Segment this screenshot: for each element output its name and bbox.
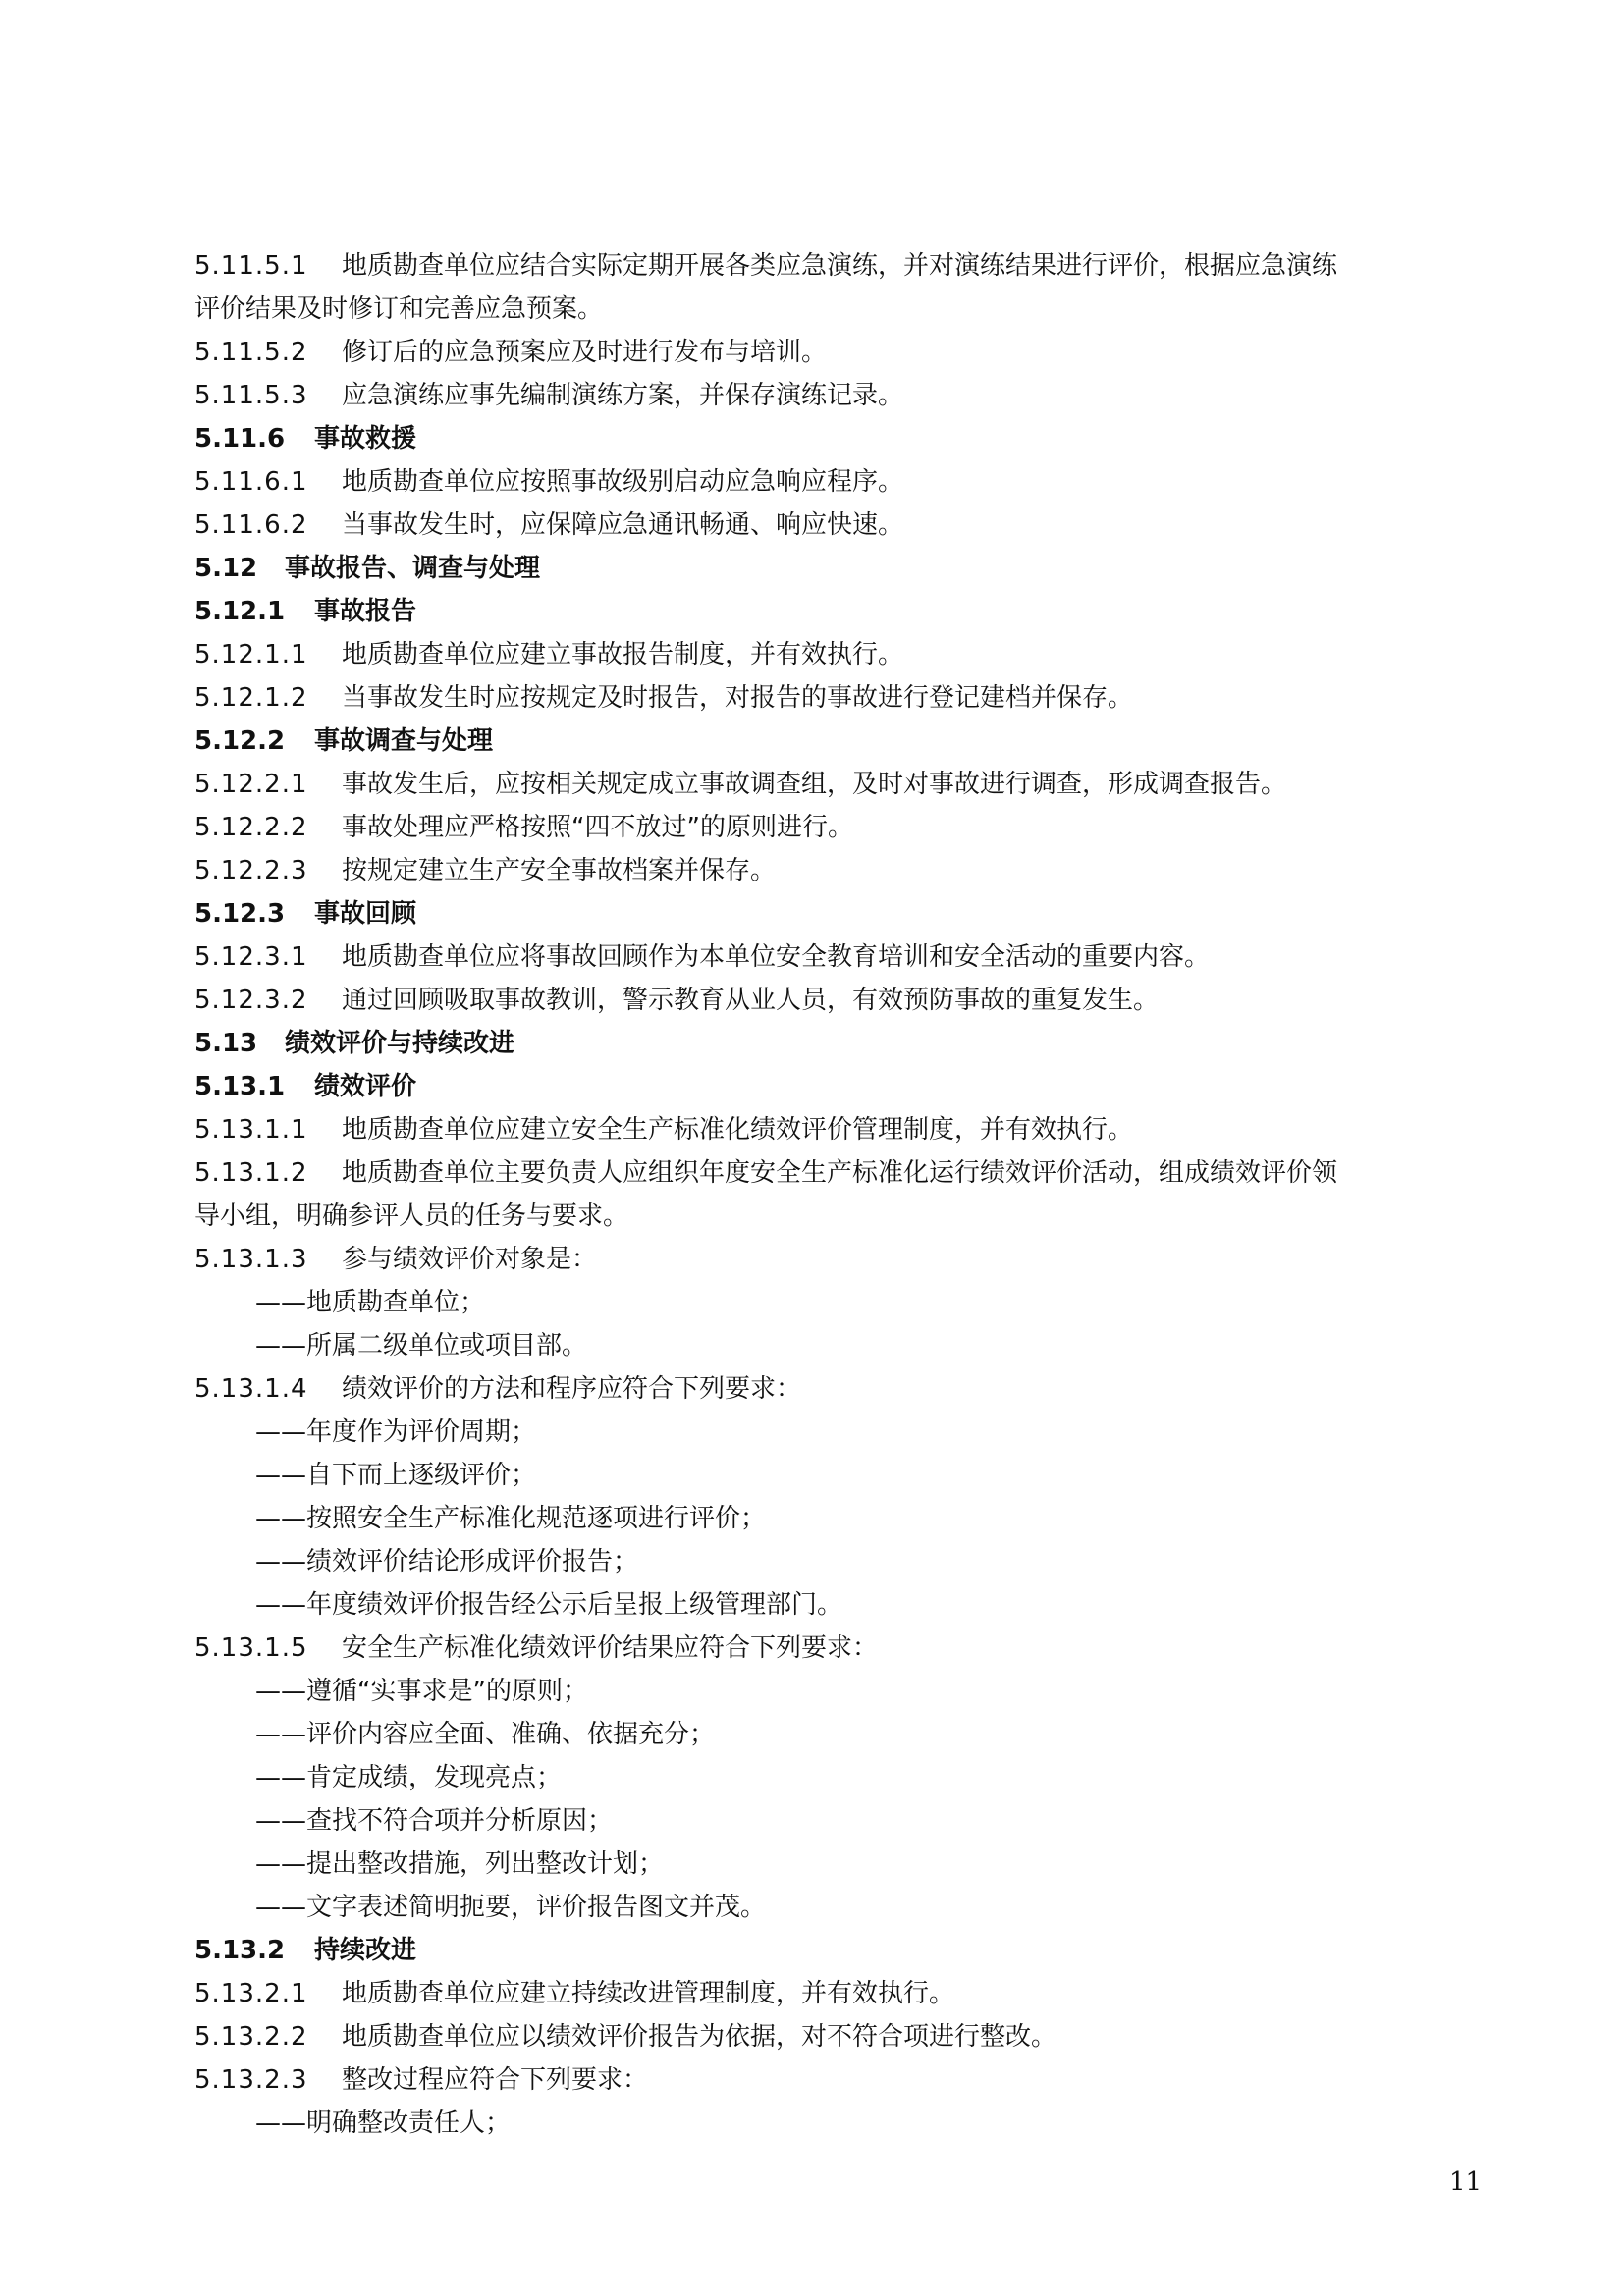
clause-text: 地质勘查单位应结合实际定期开展各类应急演练，并对演练结果进行评价，根据应急演练 (342, 251, 1338, 281)
section-title: 事故调查与处理 (314, 726, 494, 756)
clause-number: 5.12.1.2 (194, 683, 308, 713)
clause-number: 5.13.2.1 (194, 1979, 308, 2008)
clause-number: 5.13.1.2 (194, 1158, 308, 1188)
clause-number: 5.12.1.1 (194, 640, 308, 669)
section-title: 事故报告 (314, 597, 417, 626)
page-number: 11 (1449, 2167, 1483, 2197)
section-number: 5.11.6 (194, 424, 286, 454)
clause-text: 整改过程应符合下列要求： (342, 2065, 649, 2095)
clause-text: 导小组，明确参评人员的任务与要求。 (194, 1201, 629, 1231)
clause-number: 5.12.2.3 (194, 856, 308, 885)
clause-text: 当事故发生时，应保障应急通讯畅通、响应快速。 (342, 510, 904, 540)
clause-text: 地质勘查单位主要负责人应组织年度安全生产标准化运行绩效评价活动，组成绩效评价领 (342, 1158, 1338, 1188)
section-number: 5.13 (194, 1029, 258, 1058)
clause-text: 按规定建立生产安全事故档案并保存。 (342, 856, 777, 885)
clause-text: 修订后的应急预案应及时进行发布与培训。 (342, 338, 828, 367)
list-item-text: ——肯定成绩，发现亮点； (255, 1763, 563, 1792)
list-item-text: ——查找不符合项并分析原因； (255, 1806, 614, 1836)
clause-text: 通过回顾吸取事故教训，警示教育从业人员，有效预防事故的重复发生。 (342, 986, 1160, 1015)
clause-number: 5.13.1.5 (194, 1633, 308, 1663)
clause-text: 绩效评价的方法和程序应符合下列要求： (342, 1374, 802, 1404)
clause-number: 5.13.1.4 (194, 1374, 308, 1404)
clause-number: 5.12.2.1 (194, 770, 308, 799)
clause-number: 5.11.5.2 (194, 338, 308, 367)
clause-text: 应急演练应事先编制演练方案，并保存演练记录。 (342, 381, 904, 410)
list-item-text: ——遵循“实事求是”的原则； (255, 1677, 588, 1706)
clause-text: 事故处理应严格按照“四不放过”的原则进行。 (342, 813, 853, 842)
clause-text: 地质勘查单位应建立事故报告制度，并有效执行。 (342, 640, 904, 669)
clause-text: 当事故发生时应按规定及时报告，对报告的事故进行登记建档并保存。 (342, 683, 1134, 713)
list-item-text: ——明确整改责任人； (255, 2109, 512, 2138)
clause-text: 地质勘查单位应建立安全生产标准化绩效评价管理制度，并有效执行。 (342, 1115, 1134, 1145)
clause-number: 5.13.1.1 (194, 1115, 308, 1145)
clause-text: 地质勘查单位应将事故回顾作为本单位安全教育培训和安全活动的重要内容。 (342, 942, 1211, 972)
section-number: 5.12.3 (194, 899, 286, 929)
clause-number: 5.12.2.2 (194, 813, 308, 842)
section-title: 绩效评价与持续改进 (285, 1029, 515, 1058)
clause-number: 5.12.3.2 (194, 986, 308, 1015)
list-item-text: ——地质勘查单位； (255, 1288, 486, 1317)
list-item-text: ——自下而上逐级评价； (255, 1461, 537, 1490)
list-item-text: ——年度作为评价周期； (255, 1417, 537, 1447)
clause-text: 评价结果及时修订和完善应急预案。 (194, 294, 604, 324)
clause-number: 5.11.6.2 (194, 510, 308, 540)
clause-number: 5.11.5.1 (194, 251, 308, 281)
list-item-text: ——提出整改措施，列出整改计划； (255, 1849, 665, 1879)
section-number: 5.12 (194, 554, 258, 583)
clause-number: 5.13.2.2 (194, 2022, 308, 2052)
section-title: 绩效评价 (314, 1072, 417, 1101)
list-item-text: ——年度绩效评价报告经公示后呈报上级管理部门。 (255, 1590, 843, 1620)
clause-text: 参与绩效评价对象是： (342, 1245, 598, 1274)
section-number: 5.12.1 (194, 597, 286, 626)
section-title: 事故回顾 (314, 899, 417, 929)
list-item-text: ——评价内容应全面、准确、依据充分； (255, 1720, 716, 1749)
section-title: 持续改进 (314, 1936, 417, 1965)
clause-number: 5.11.5.3 (194, 381, 308, 410)
clause-number: 5.13.1.3 (194, 1245, 308, 1274)
list-item-text: ——绩效评价结论形成评价报告； (255, 1547, 639, 1576)
clause-text: 地质勘查单位应按照事故级别启动应急响应程序。 (342, 467, 904, 497)
clause-number: 5.13.2.3 (194, 2065, 308, 2095)
clause-number: 5.12.3.1 (194, 942, 308, 972)
clause-text: 地质勘查单位应建立持续改进管理制度，并有效执行。 (342, 1979, 955, 2008)
section-number: 5.13.1 (194, 1072, 286, 1101)
clause-text: 事故发生后，应按相关规定成立事故调查组，及时对事故进行调查，形成调查报告。 (342, 770, 1287, 799)
clause-text: 安全生产标准化绩效评价结果应符合下列要求： (342, 1633, 879, 1663)
section-title: 事故报告、调查与处理 (285, 554, 541, 583)
list-item-text: ——文字表述简明扼要，评价报告图文并茂。 (255, 1893, 767, 1922)
list-item-text: ——所属二级单位或项目部。 (255, 1331, 588, 1361)
section-title: 事故救援 (314, 424, 417, 454)
section-number: 5.13.2 (194, 1936, 286, 1965)
section-number: 5.12.2 (194, 726, 286, 756)
clause-number: 5.11.6.1 (194, 467, 308, 497)
list-item-text: ——按照安全生产标准化规范逐项进行评价； (255, 1504, 767, 1533)
clause-text: 地质勘查单位应以绩效评价报告为依据，对不符合项进行整改。 (342, 2022, 1057, 2052)
